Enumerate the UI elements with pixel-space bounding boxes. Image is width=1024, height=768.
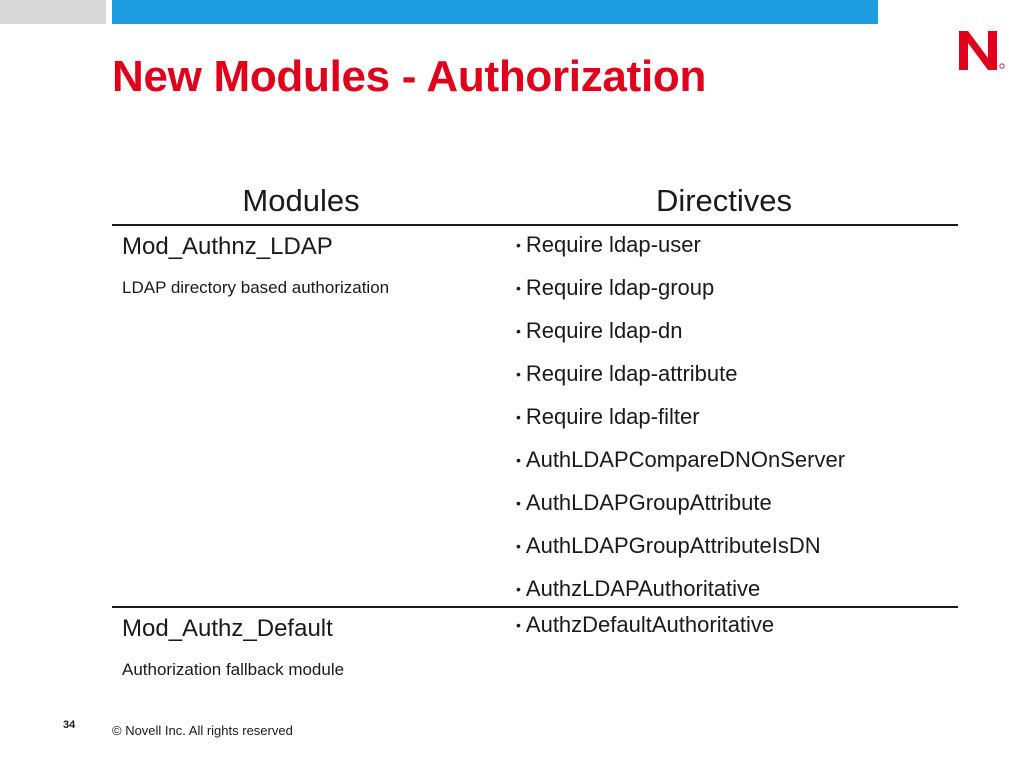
list-item: [516, 275, 958, 318]
list-item: [516, 490, 958, 533]
modules-table: [112, 178, 958, 688]
module-description: LDAP directory based authorization: [122, 278, 390, 297]
bullet-icon: •: [516, 409, 521, 425]
bullet-icon: •: [516, 538, 521, 554]
table-row: [112, 226, 958, 608]
module-cell: [112, 226, 490, 606]
directive-text: AuthzLDAPAuthoritative: [525, 576, 761, 601]
bullet-icon: •: [516, 452, 521, 468]
header-accent-bar: [112, 0, 878, 24]
bullet-icon: •: [516, 237, 521, 253]
directives-cell: [490, 608, 958, 688]
directives-cell: [490, 226, 958, 606]
table-row: [112, 608, 958, 688]
list-item: [516, 361, 958, 404]
list-item: [516, 318, 958, 361]
module-description: Authorization fallback module: [122, 660, 345, 679]
bullet-icon: •: [516, 280, 521, 296]
list-item: [516, 404, 958, 447]
directive-text: AuthzDefaultAuthoritative: [525, 612, 775, 637]
bullet-icon: •: [516, 581, 521, 597]
directive-list: [516, 608, 958, 642]
table-header-row: [112, 178, 958, 226]
bullet-icon: •: [516, 617, 521, 633]
novell-logo-icon: [956, 26, 1008, 74]
directive-text: AuthLDAPCompareDNOnServer: [525, 447, 846, 472]
header-grey-bar: [0, 0, 106, 24]
header-modules: Modules: [242, 183, 360, 218]
slide-title: New Modules - Authorization: [112, 52, 707, 101]
module-name: Mod_Authz_Default: [122, 615, 333, 642]
bullet-icon: •: [516, 366, 521, 382]
bullet-icon: •: [516, 495, 521, 511]
list-item: [516, 612, 958, 642]
header-directives: Directives: [655, 183, 793, 218]
directive-text: Require ldap-user: [525, 232, 701, 257]
module-cell: [112, 608, 490, 688]
footer-copyright: © Novell Inc. All rights reserved: [112, 723, 293, 738]
list-item: [516, 533, 958, 576]
list-item: [516, 447, 958, 490]
list-item: [516, 232, 958, 275]
bullet-icon: •: [516, 323, 521, 339]
module-name: Mod_Authnz_LDAP: [122, 233, 333, 260]
directive-text: Require ldap-filter: [525, 404, 700, 429]
directive-text: Require ldap-group: [525, 275, 715, 300]
directive-text: AuthLDAPGroupAttributeIsDN: [525, 533, 821, 558]
directive-text: Require ldap-dn: [525, 318, 683, 343]
page-number: 34: [63, 719, 76, 731]
directive-text: AuthLDAPGroupAttribute: [525, 490, 772, 515]
directive-text: Require ldap-attribute: [525, 361, 738, 386]
directive-list: [516, 226, 958, 619]
